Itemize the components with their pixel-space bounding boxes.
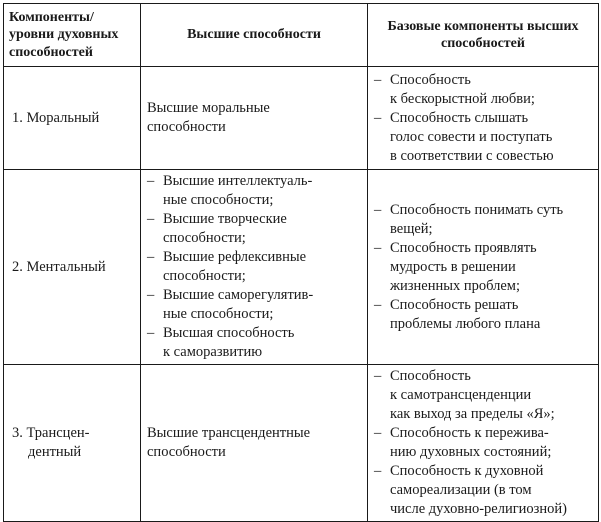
list-item: – Способность решать проблемы любого плана	[374, 296, 541, 332]
abilities-cell: Высшие моральные способности	[141, 67, 368, 170]
header-row	[4, 4, 599, 67]
level-cell: 3. Трансцен- дентный	[4, 365, 141, 522]
list-item: – Высшие интеллектуаль- ные способности;	[147, 173, 313, 208]
table-row-moral	[4, 67, 599, 170]
header-base-components: Базовые компоненты высших способностей	[368, 4, 599, 67]
components-cell	[368, 67, 599, 170]
abilities-list	[147, 172, 361, 362]
list-item: – Способность к духовной самореализации (в том числе духовно-религиозной)	[374, 463, 568, 517]
components-list	[374, 201, 592, 334]
spiritual-abilities-table	[3, 3, 599, 522]
level-cell: 2. Ментальный	[4, 170, 141, 365]
list-item: – Способность понимать суть вещей;	[374, 201, 564, 237]
list-item: – Способность проявлять мудрость в решении жизненных проблем;	[374, 239, 537, 294]
components-cell	[368, 170, 599, 365]
list-item: – Высшая способность к саморазвитию	[147, 325, 295, 360]
list-item: – Способность к бескорыстной любви;	[374, 71, 535, 107]
table-row-mental	[4, 170, 599, 365]
header-components-levels: Компоненты/ уровни духовных способностей	[4, 4, 141, 67]
table-row-transcendent	[4, 365, 599, 522]
components-cell	[368, 365, 599, 522]
list-item: – Высшие творческие способности;	[147, 211, 287, 246]
list-item: – Способность к самотрансценденции как выход за пределы «Я»;	[374, 368, 555, 422]
table-container	[3, 3, 599, 522]
level-cell: 1. Моральный	[4, 67, 141, 170]
header-higher-abilities: Высшие способности	[141, 4, 368, 67]
list-item: – Способность слышать голос совести и поступать в соответствии с совестью	[374, 109, 554, 164]
list-item: – Способность к пережива- нию духовных состояний;	[374, 425, 552, 460]
list-item: – Высшие саморегулятив- ные способности;	[147, 287, 314, 322]
abilities-cell: Высшие трансцендентные способности	[141, 365, 368, 522]
list-item: – Высшие рефлексивные способности;	[147, 249, 307, 284]
abilities-cell	[141, 170, 368, 365]
components-list	[374, 71, 592, 166]
components-list	[374, 367, 592, 519]
